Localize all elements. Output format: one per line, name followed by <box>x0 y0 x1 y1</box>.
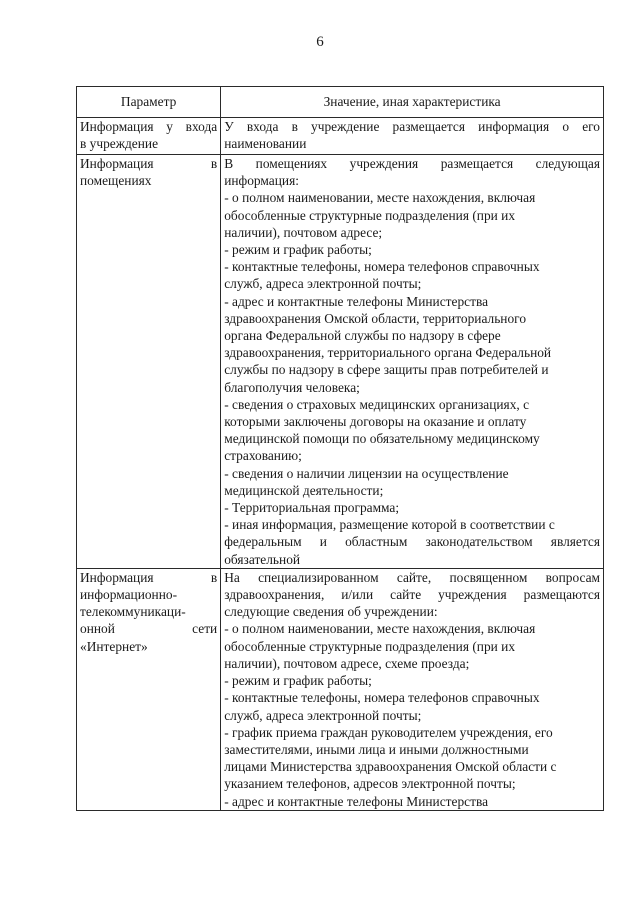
value-line: следующие сведения об учреждении: <box>224 604 438 620</box>
value-line: - адрес и контактные телефоны Министерства <box>224 293 489 309</box>
header-param: Параметр <box>77 87 221 118</box>
param-line: помещениях <box>80 173 152 189</box>
value-line: здравоохранения, территориального органа Федеральной <box>224 345 552 361</box>
table-row-premises <box>77 155 604 569</box>
value-line: обособленные структурные подразделения (при их <box>224 638 516 654</box>
value-line: здравоохранения Омской области, территориального <box>224 310 527 326</box>
page-number: 6 <box>316 34 324 50</box>
table-header-row <box>77 87 604 118</box>
value-line: - Территориальная программа; <box>224 500 400 516</box>
value-line: - сведения о страховых медицинских организациях, с <box>224 396 530 412</box>
value-line: наличии), почтовом адресе, схеме проезда; <box>224 655 470 671</box>
value-line: обязательной <box>224 551 301 567</box>
parameters-table <box>76 86 604 811</box>
value-line: лицами Министерства здравоохранения Омской области с <box>224 759 557 775</box>
value-line: органа Федеральной службы по надзору в сфере <box>224 328 501 344</box>
param-line: «Интернет» <box>80 638 148 654</box>
value-line: медицинской деятельности; <box>224 482 384 498</box>
param-line: информационно- <box>80 587 178 603</box>
value-line: На специализированном сайте, посвященном вопросам <box>224 569 600 585</box>
param-line: Информация у входа <box>80 119 218 134</box>
value-line: благополучия человека; <box>224 379 360 395</box>
value-line: страхованию; <box>224 448 302 464</box>
param-line: Информация в <box>80 156 218 171</box>
value-cell-premises <box>221 155 604 569</box>
value-line: обособленные структурные подразделения (при их <box>224 207 516 223</box>
value-cell-internet <box>221 568 604 810</box>
param-line: онной сети <box>80 621 218 637</box>
value-line: - о полном наименовании, месте нахождения, включая <box>224 190 536 206</box>
value-line: - о полном наименовании, месте нахождения, включая <box>224 621 536 637</box>
param-cell-premises <box>77 155 221 569</box>
value-line: медицинской помощи по обязательному медицинскому <box>224 431 540 447</box>
value-line: указанием телефонов, адресов электронной почты; <box>224 776 516 792</box>
value-line: наименовании <box>224 136 307 152</box>
value-line: - контактные телефоны, номера телефонов справочных <box>224 259 540 275</box>
value-line: - иная информация, размещение которой в соответствии с <box>224 517 555 533</box>
value-line: которыми заключены договоры на оказание и оплату <box>224 414 527 430</box>
param-line: Информация в <box>80 569 218 585</box>
value-line: - сведения о наличии лицензии на осуществление <box>224 465 509 481</box>
value-line: - адрес и контактные телефоны Министерства <box>224 793 489 809</box>
value-line: У входа в учреждение размещается информация о его <box>224 119 600 134</box>
value-line: служб, адреса электронной почты; <box>224 707 422 723</box>
table-row-entrance <box>77 118 604 155</box>
value-cell-entrance <box>221 118 604 155</box>
value-line: В помещениях учреждения размещается следующая <box>224 156 600 171</box>
param-line: в учреждение <box>80 136 159 152</box>
value-line: заместителями, иными лица и иными должностными <box>224 741 529 757</box>
param-cell-internet <box>77 568 221 810</box>
param-line: телекоммуникаци- <box>80 604 186 620</box>
value-line: - режим и график работы; <box>224 242 372 258</box>
value-line: - контактные телефоны, номера телефонов справочных <box>224 690 540 706</box>
value-line: наличии), почтовом адресе; <box>224 224 383 240</box>
param-cell-entrance <box>77 118 221 155</box>
value-line: - режим и график работы; <box>224 673 372 689</box>
value-line: служб, адреса электронной почты; <box>224 276 422 292</box>
value-line: - график приема граждан руководителем учреждения, его <box>224 724 553 740</box>
value-line: службы по надзору в сфере защиты прав потребителей и <box>224 362 549 378</box>
table-row-internet <box>77 568 604 810</box>
value-line: здравоохранения, и/или сайте учреждения размещаются <box>224 587 600 603</box>
value-line: федеральным и областным законодательством является <box>224 534 600 550</box>
value-line: информация: <box>224 173 299 189</box>
header-value: Значение, иная характеристика <box>221 87 604 118</box>
